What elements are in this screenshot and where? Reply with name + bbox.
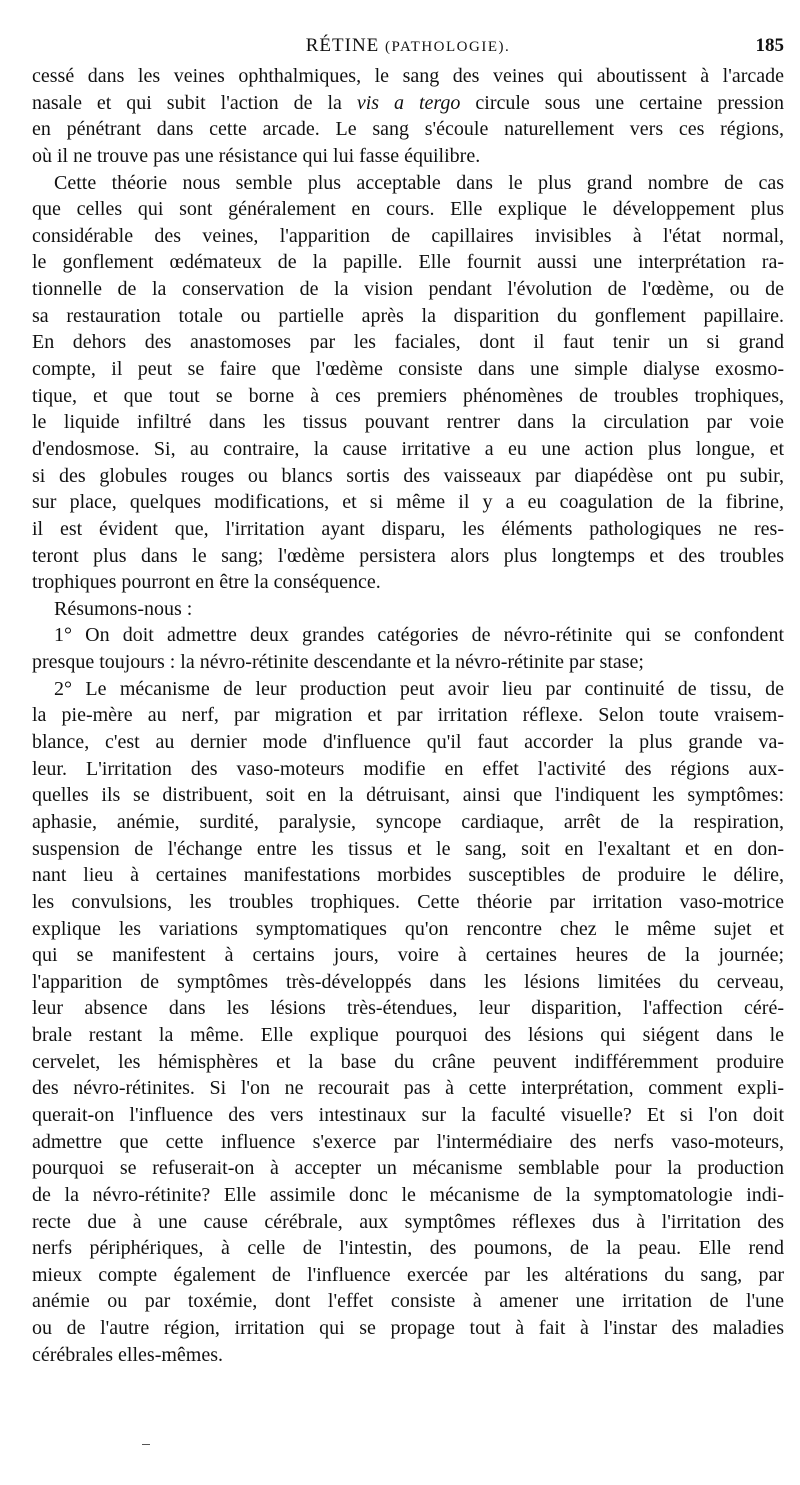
text-line: nant lieu à certaines manifestations morbides susceptibles de produire le délire, [32, 864, 784, 887]
text-line: trophiques pourront en être la conséquence. [32, 571, 381, 594]
italic-phrase: vis a tergo [356, 91, 461, 114]
text-line: querait-on l'influence des vers intestinaux sur la faculté visuelle? Et si l'on doit [32, 1103, 784, 1126]
text-line: des névro-rétinites. Si l'on ne recourait pas à cette interprétation, comment expli- [32, 1077, 784, 1100]
text-line: blance, c'est au dernier mode d'influence qu'il faut accorder la plus grande va- [32, 731, 784, 754]
body-text [32, 63, 784, 1368]
text-line: où il ne trouve pas une résistance qui lui fasse équilibre. [32, 144, 481, 167]
text-line: l'apparition de symptômes très-développés dans les lésions limitées du cerveau, [32, 970, 784, 993]
text-line: recte due à une cause cérébrale, aux symptômes réflexes dus à l'irritation des [32, 1210, 784, 1233]
bottom-dash-mark [142, 1444, 150, 1445]
text-line: d'endosmose. Si, au contraire, la cause irritative a eu une action plus longue, et [32, 437, 784, 460]
text-line: brale restant la même. Elle explique pourquoi des lésions qui siégent dans le [32, 1024, 784, 1047]
text-line: le liquide infiltré dans les tissus pouvant rentrer dans la circulation par voie [32, 411, 784, 434]
text-line: tique, et que tout se borne à ces premiers phénomènes de troubles trophiques, [32, 384, 784, 407]
text-line: 1° On doit admettre deux grandes catégories de névro-rétinite qui se confondent [54, 624, 784, 647]
text-line: leur. L'irritation des vaso-moteurs modifie en effet l'activité des régions aux- [32, 757, 784, 780]
text-line: aphasie, anémie, surdité, paralysie, syncope cardiaque, arrêt de la respiration, [32, 810, 784, 833]
text-line: anémie ou par toxémie, dont l'effet consiste à amener une irritation de l'une [32, 1290, 784, 1313]
text-line: la pie-mère au nerf, par migration et par irritation réflexe. Selon toute vraisem- [32, 704, 784, 727]
text-line: En dehors des anastomoses par les faciales, dont il faut tenir un si grand [32, 331, 784, 354]
text-line: qui se manifestent à certains jours, voire à certaines heures de la journée; [32, 944, 784, 967]
text-line: leur absence dans les lésions très-étendues, leur disparition, l'affection céré- [32, 997, 784, 1020]
text-line: nerfs périphériques, à celle de l'intestin, des poumons, de la peau. Elle rend [32, 1237, 784, 1260]
text-line: de la névro-rétinite? Elle assimile donc le mécanisme de la symptomatologie indi- [32, 1183, 784, 1206]
text-line: cérébrales elles-mêmes. [32, 1343, 224, 1366]
text-line: explique les variations symptomatiques qu'on rencontre chez le même sujet et [32, 917, 784, 940]
page-number: 185 [755, 35, 784, 56]
line-segment: circule sous une certaine pression [460, 91, 784, 114]
text-line: les convulsions, les troubles trophiques. Cette théorie par irritation vaso-motrice [32, 890, 784, 913]
text-line: ou de l'autre région, irritation qui se propage tout à fait à l'instar des maladies [32, 1317, 784, 1340]
text-line: admettre que cette influence s'exerce par l'intermédiaire des nerfs vaso-moteurs, [32, 1130, 784, 1153]
text-line: cessé dans les veines ophthalmiques, le sang des veines qui aboutissent à l'arcade [32, 65, 784, 87]
running-header [32, 34, 784, 58]
text-line: que celles qui sont généralement en cours. Elle explique le développement plus [32, 198, 784, 221]
text-line: si des globules rouges ou blancs sortis des vaisseaux par diapédèse ont pu subir, [32, 464, 784, 487]
line-segment: nasale et qui subit l'action de la [32, 91, 357, 114]
text-line: presque toujours : la névro-rétinite descendante et la névro-rétinite par stase; [32, 651, 644, 674]
text-line: 2° Le mécanisme de leur production peut avoir lieu par continuité de tissu, de [54, 677, 784, 700]
text-line: quelles ils se distribuent, soit en la détruisant, ainsi que l'indiquent les symptômes: [32, 784, 784, 807]
text-line: le gonflement œdémateux de la papille. Elle fournit aussi une interprétation ra- [32, 251, 784, 274]
text-line: tionnelle de la conservation de la vision pendant l'évolution de l'œdème, ou de [32, 278, 784, 301]
text-line: compte, il peut se faire que l'œdème consiste dans une simple dialyse exosmo- [32, 358, 784, 381]
running-title-sub: (PATHOLOGIE). [385, 39, 511, 55]
text-line: Cette théorie nous semble plus acceptable dans le plus grand nombre de cas [54, 171, 784, 194]
text-line: pourquoi se refuserait-on à accepter un mécanisme semblable pour la production [32, 1157, 784, 1180]
text-line: mieux compte également de l'influence exercée par les altérations du sang, par [32, 1263, 784, 1286]
text-line: sur place, quelques modifications, et si même il y a eu coagulation de la fibrine, [32, 491, 784, 514]
text-line: suspension de l'échange entre les tissus et le sang, soit en l'exaltant et en don- [32, 837, 784, 860]
text-line: en pénétrant dans cette arcade. Le sang s'écoule naturellement vers ces régions, [32, 118, 784, 141]
text-line: teront plus dans le sang; l'œdème persistera alors plus longtemps et des troubles [32, 544, 784, 567]
text-line: il est évident que, l'irritation ayant disparu, les éléments pathologiques ne res- [32, 517, 784, 540]
text-line: considérable des veines, l'apparition de capillaires invisibles à l'état normal, [32, 224, 784, 247]
text-line: sa restauration totale ou partielle après la disparition du gonflement papillaire. [32, 304, 784, 327]
running-title [32, 34, 784, 59]
running-title-main: RÉTINE [305, 35, 380, 56]
text-line: Résumons-nous : [54, 597, 193, 620]
text-line: cervelet, les hémisphères et la base du crâne peuvent indifféremment produire [32, 1050, 784, 1073]
text-line [32, 90, 784, 117]
